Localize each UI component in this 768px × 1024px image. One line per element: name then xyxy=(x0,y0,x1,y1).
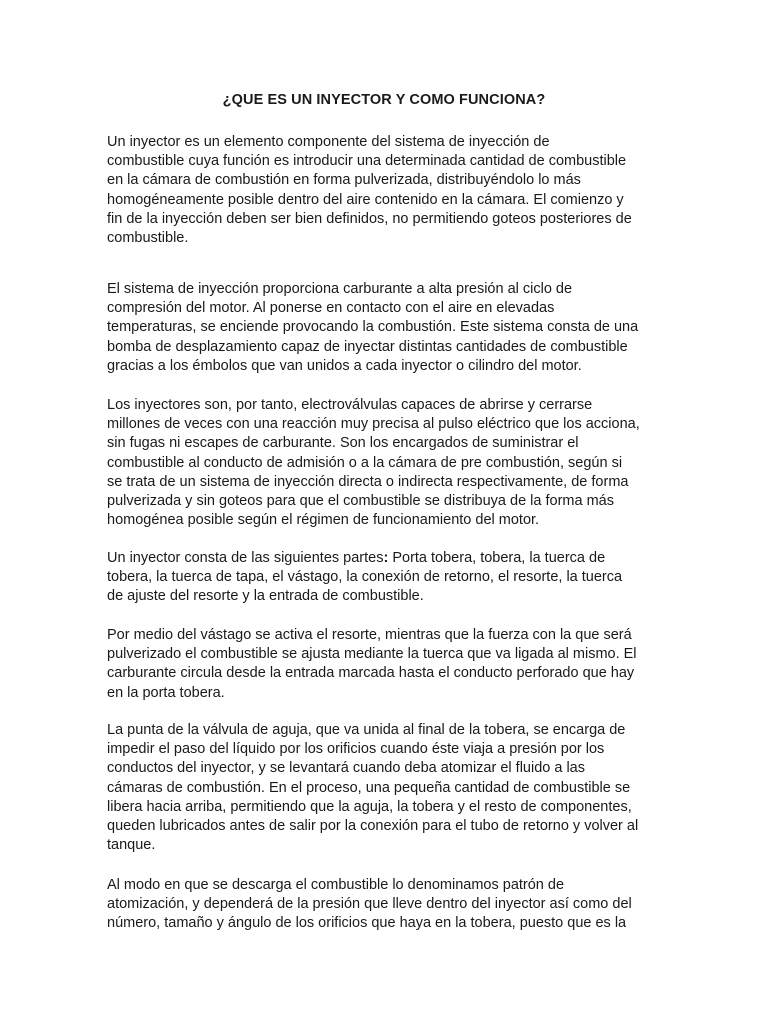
text-line: cámaras de combustión. En el proceso, una pequeña cantidad de combustible se xyxy=(107,779,631,796)
text-line: combustible cuya función es introducir una determinada cantidad de combustible xyxy=(107,153,627,170)
text-line: en la cámara de combustión en forma pulverizada, distribuyéndolo lo más xyxy=(107,172,581,189)
text-line: Por medio del vástago se activa el resorte, mientras que la fuerza con la que será xyxy=(107,627,632,643)
text-line: combustible al conducto de admisión o a la cámara de pre combustión, según si xyxy=(107,454,623,471)
paragraph-injection-system xyxy=(107,280,667,376)
text-line: número, tamaño y ángulo de los orificios que haya en la tobera, puesto que es la xyxy=(107,915,627,932)
text-line: tobera, la tuerca de tapa, el vástago, la conexión de retorno, el resorte, la tuerca xyxy=(107,569,623,586)
text-line: temperaturas, se enciende provocando la combustión. Este sistema consta de una xyxy=(107,319,639,336)
text-line: conductos del inyector, y se levantará cuando deba atomizar el fluido a las xyxy=(107,760,585,777)
text-line: atomización, y dependerá de la presión que lleve dentro del inyector así como del xyxy=(107,896,632,913)
text-line: homogéneamente posible dentro del aire contenido en la cámara. El comienzo y xyxy=(107,191,624,208)
text-line: libera hacia arriba, permitiendo que la aguja, la tobera y el resto de componentes, xyxy=(107,798,632,815)
paragraph-atomization xyxy=(107,876,667,934)
text-line: Un inyector es un elemento componente del sistema de inyección de xyxy=(107,134,550,150)
text-line: pulverizada y sin goteos para que el combustible se distribuya de la forma más xyxy=(107,493,614,510)
text-line: compresión del motor. Al ponerse en contacto con el aire en elevadas xyxy=(107,300,555,317)
text-line: impedir el paso del líquido por los orificios cuando éste viaja a presión por los xyxy=(107,741,605,758)
paragraph-injectors xyxy=(107,396,667,530)
text-line: Los inyectores son, por tanto, electroválvulas capaces de abrirse y cerrarse xyxy=(107,397,593,413)
text-line: carburante circula desde la entrada marcada hasta el conducto perforado que hay xyxy=(107,665,635,682)
paragraph-stem xyxy=(107,626,667,703)
text-line: en la porta tobera. xyxy=(107,684,225,701)
text-line: tanque. xyxy=(107,837,156,854)
paragraph-needle-valve xyxy=(107,721,667,855)
text-line: millones de veces con una reacción muy precisa al pulso eléctrico que los acciona, xyxy=(107,416,640,433)
text-line: bomba de desplazamiento capaz de inyectar distintas cantidades de combustible xyxy=(107,338,628,355)
text-line: pulverizado el combustible se ajusta mediante la tuerca que va ligada al mismo. El xyxy=(107,646,637,663)
text-line: fin de la inyección deben ser bien definidos, no permitiendo goteos posteriores de xyxy=(107,210,632,227)
text-line: Al modo en que se descarga el combustible lo denominamos patrón de xyxy=(107,877,565,893)
paragraph-intro xyxy=(107,133,667,248)
text-line xyxy=(107,549,667,568)
text-line: queden lubricados antes de salir por la conexión para el tubo de retorno y volver al xyxy=(107,818,639,835)
text-line: se trata de un sistema de inyección directa o indirecta respectivamente, de forma xyxy=(107,473,629,490)
text-line: El sistema de inyección proporciona carburante a alta presión al ciclo de xyxy=(107,281,573,297)
text-line: La punta de la válvula de aguja, que va unida al final de la tobera, se encarga de xyxy=(107,722,626,738)
text-line: combustible. xyxy=(107,230,189,247)
paragraph-parts xyxy=(107,549,667,607)
text-line: gracias a los émbolos que van unidos a cada inyector o cilindro del motor. xyxy=(107,357,582,374)
document-title: ¿QUE ES UN INYECTOR Y COMO FUNCIONA? xyxy=(222,92,546,108)
text-line: de ajuste del resorte y la entrada de combustible. xyxy=(107,588,424,605)
text-segment: Un inyector consta de las siguientes partes xyxy=(107,550,384,566)
text-segment: Porta tobera, tobera, la tuerca de xyxy=(388,550,606,566)
text-line: sin fugas ni escapes de carburante. Son los encargados de suministrar el xyxy=(107,435,579,452)
text-segment-bold: : xyxy=(383,550,389,566)
text-line: homogénea posible según el régimen de funcionamiento del motor. xyxy=(107,512,540,529)
